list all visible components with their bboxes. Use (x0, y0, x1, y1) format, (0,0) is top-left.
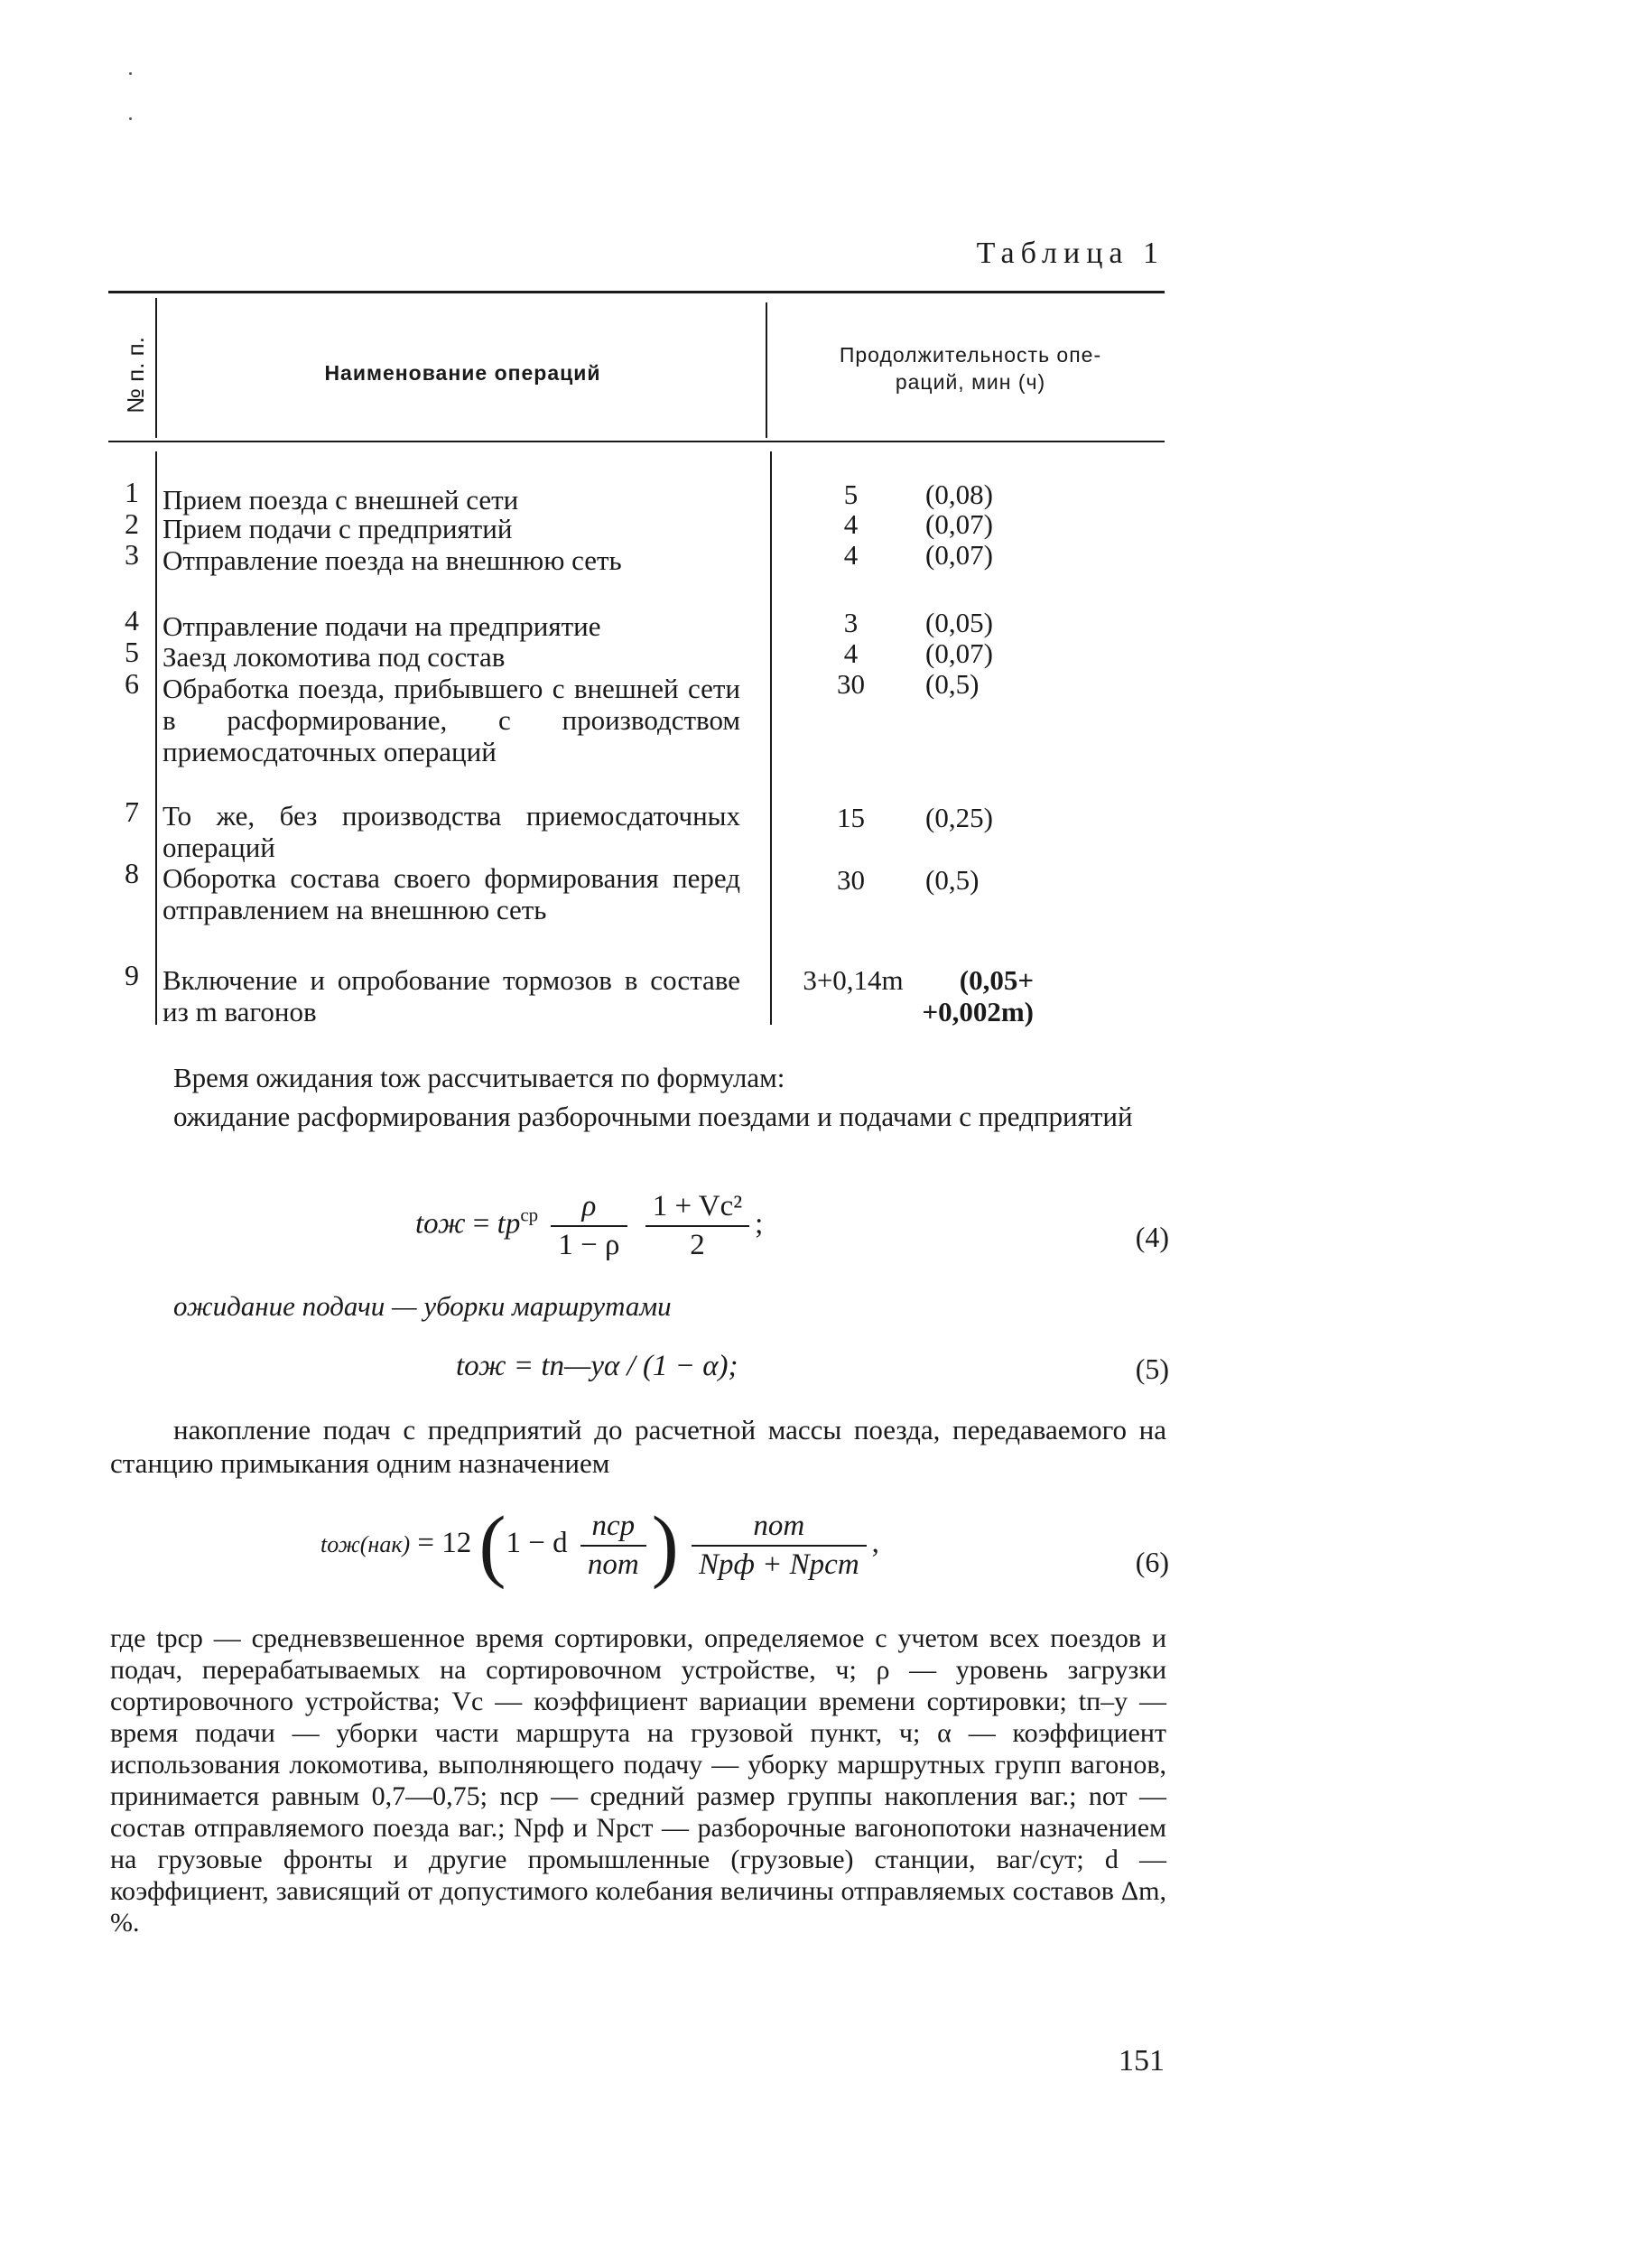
formula-4-lhs: tож (415, 1207, 466, 1241)
row-number: 9 (125, 959, 139, 991)
fraction (645, 1190, 749, 1262)
row-number: 2 (125, 507, 139, 540)
equation-number: (4) (1135, 1221, 1169, 1253)
table-caption: Таблица 1 (976, 237, 1165, 270)
paren-left: ( (478, 1501, 506, 1590)
row-operation: Заезд локомотива под состав (162, 641, 506, 673)
row-operation: Обработка поезда, прибывшего с внешней сети в расформирование, с производством приемосдаточных операций (162, 673, 740, 767)
formula-4: tож = $tр^{ср}$ $\frac{\rho}{1 - \rho}$ $\frac{\text{1 + Vс²}}{2}$ ; (415, 1190, 764, 1261)
equation-number: (5) (1135, 1352, 1169, 1385)
scan-speck (129, 117, 132, 120)
row-operation: Включение и опробование тормозов в составе из m вагонов (162, 964, 740, 1027)
row-duration-h: (0,5) (925, 864, 980, 896)
paragraph-definitions: где tрср — средневзвешенное время сортировки, определяемое с учетом всех поездов и подач, перерабатываемых на сортировочном устройстве, ч; ρ — уровень загрузки сортировочного устройства; Vс — коэффициент вариации времени сортировки; tп–у — время подачи — уборки части маршрута на грузовой пункт, ч; α — коэффициент использования локомотива, выполняющего подачу — уборку маршрутных групп вагонов, принимается равным 0,7—0,75; nср — средний размер группы накопления ваг.; nот — состав отправляемого поезда ваг.; Nрф и Nрст — разборочные вагонопотоки назначением на грузовые фронты и другие промышленные (грузовые) станции, ваг/сут; d — коэффициент, зависящий от допустимого колебания величины отправляемых составов Δm, %. (110, 1623, 1166, 1938)
row-duration-min: 3 (843, 607, 859, 638)
table-column-divider (155, 298, 157, 438)
table-top-rule (108, 291, 1165, 293)
fraction-numerator: nот (692, 1510, 867, 1547)
row-duration-h: (0,07) (925, 637, 993, 669)
fraction (551, 1190, 627, 1262)
table-header-rule (108, 441, 1165, 442)
fraction (580, 1510, 646, 1582)
formula-6 (320, 1499, 879, 1592)
row-duration-h: (0,05+ +0,002m) (922, 964, 1034, 1027)
row-duration-min: 3+0,14m (803, 964, 904, 996)
row-operation: Прием поезда с внешней сети (162, 484, 519, 516)
row-operation: Оборотка состава своего формирования перед отправлением на внешнюю сеть (162, 862, 740, 925)
row-operation: То же, без производства приемосдаточных операций (162, 800, 740, 863)
paren-right: ) (651, 1501, 679, 1590)
table-column-divider (155, 451, 157, 1025)
table-column-divider (766, 302, 767, 438)
row-duration-h: (0,5) (925, 668, 980, 700)
row-number: 6 (125, 667, 139, 700)
table-header-number: № п. п. (121, 336, 149, 414)
row-duration-h: (0,05) (925, 607, 993, 638)
fraction-numerator: ρ (551, 1190, 627, 1227)
formula-4-tail: ; (755, 1207, 764, 1241)
row-number: 4 (125, 604, 139, 637)
fraction-denominator: Nрф + Nрст (698, 1548, 859, 1581)
paragraph-accumulation: накопление подач с предприятий до расчетной массы поезда, передаваемого на станцию примыкания одним назначением (110, 1414, 1166, 1479)
row-duration-h: (0,07) (925, 539, 993, 571)
formula-5-lhs: tож (456, 1350, 506, 1382)
fraction-denominator: nот (587, 1548, 639, 1581)
fraction-denominator: 1 − ρ (558, 1229, 620, 1261)
row-duration-min: 4 (843, 539, 859, 571)
row-number: 7 (125, 795, 139, 828)
row-duration-min: 4 (843, 637, 859, 669)
row-duration-min: 30 (837, 864, 865, 896)
formula-5-rhs: = tп—уα / (1 − α); (513, 1350, 738, 1382)
fraction-denominator: 2 (690, 1229, 705, 1261)
paragraph-delivery: ожидание подачи — уборки маршрутами (173, 1290, 672, 1322)
fraction-numerator: nср (580, 1510, 646, 1547)
scan-speck (129, 72, 132, 75)
row-number: 1 (125, 476, 139, 508)
row-duration-min: 4 (843, 508, 859, 540)
page-number: 151 (1119, 2044, 1165, 2077)
row-duration-h: (0,08) (925, 479, 993, 510)
paragraph-disband: ожидание расформирования разборочными поездами и подачами с предприятий (173, 1101, 1133, 1132)
equation-number: (6) (1135, 1546, 1169, 1578)
table-header-duration: Продолжительность опе- раций, мин (ч) (839, 343, 1102, 394)
table-column-divider (770, 451, 772, 1025)
row-operation: Отправление подачи на предприятие (162, 610, 601, 642)
row-number: 5 (125, 636, 139, 668)
row-number: 3 (125, 538, 139, 571)
paragraph-intro: Время ожидания tож рассчитывается по формулам: (173, 1062, 785, 1093)
row-duration-h: (0,07) (925, 508, 993, 540)
row-duration-h: (0,25) (925, 802, 993, 833)
formula-5 (456, 1350, 738, 1383)
row-operation: Отправление поезда на внешнюю сеть (162, 544, 622, 576)
formula-6-inner: 1 − d (506, 1527, 568, 1560)
formula-6-tail: , (871, 1527, 879, 1560)
row-duration-min: 5 (843, 479, 859, 510)
row-duration-min: 15 (837, 802, 865, 833)
formula-4-t: tр (497, 1207, 521, 1241)
formula-6-lhs: tож(нак) (320, 1531, 411, 1558)
formula-6-coef: = 12 (417, 1527, 472, 1560)
formula-4-t-sup: ср (520, 1204, 539, 1226)
row-duration-min: 30 (837, 668, 865, 700)
row-operation: Прием подачи с предприятий (162, 513, 513, 544)
table-header-operation: Наименование операций (324, 361, 601, 385)
row-number: 8 (125, 857, 139, 889)
fraction-numerator: 1 + Vс² (645, 1190, 749, 1227)
fraction (692, 1510, 867, 1582)
